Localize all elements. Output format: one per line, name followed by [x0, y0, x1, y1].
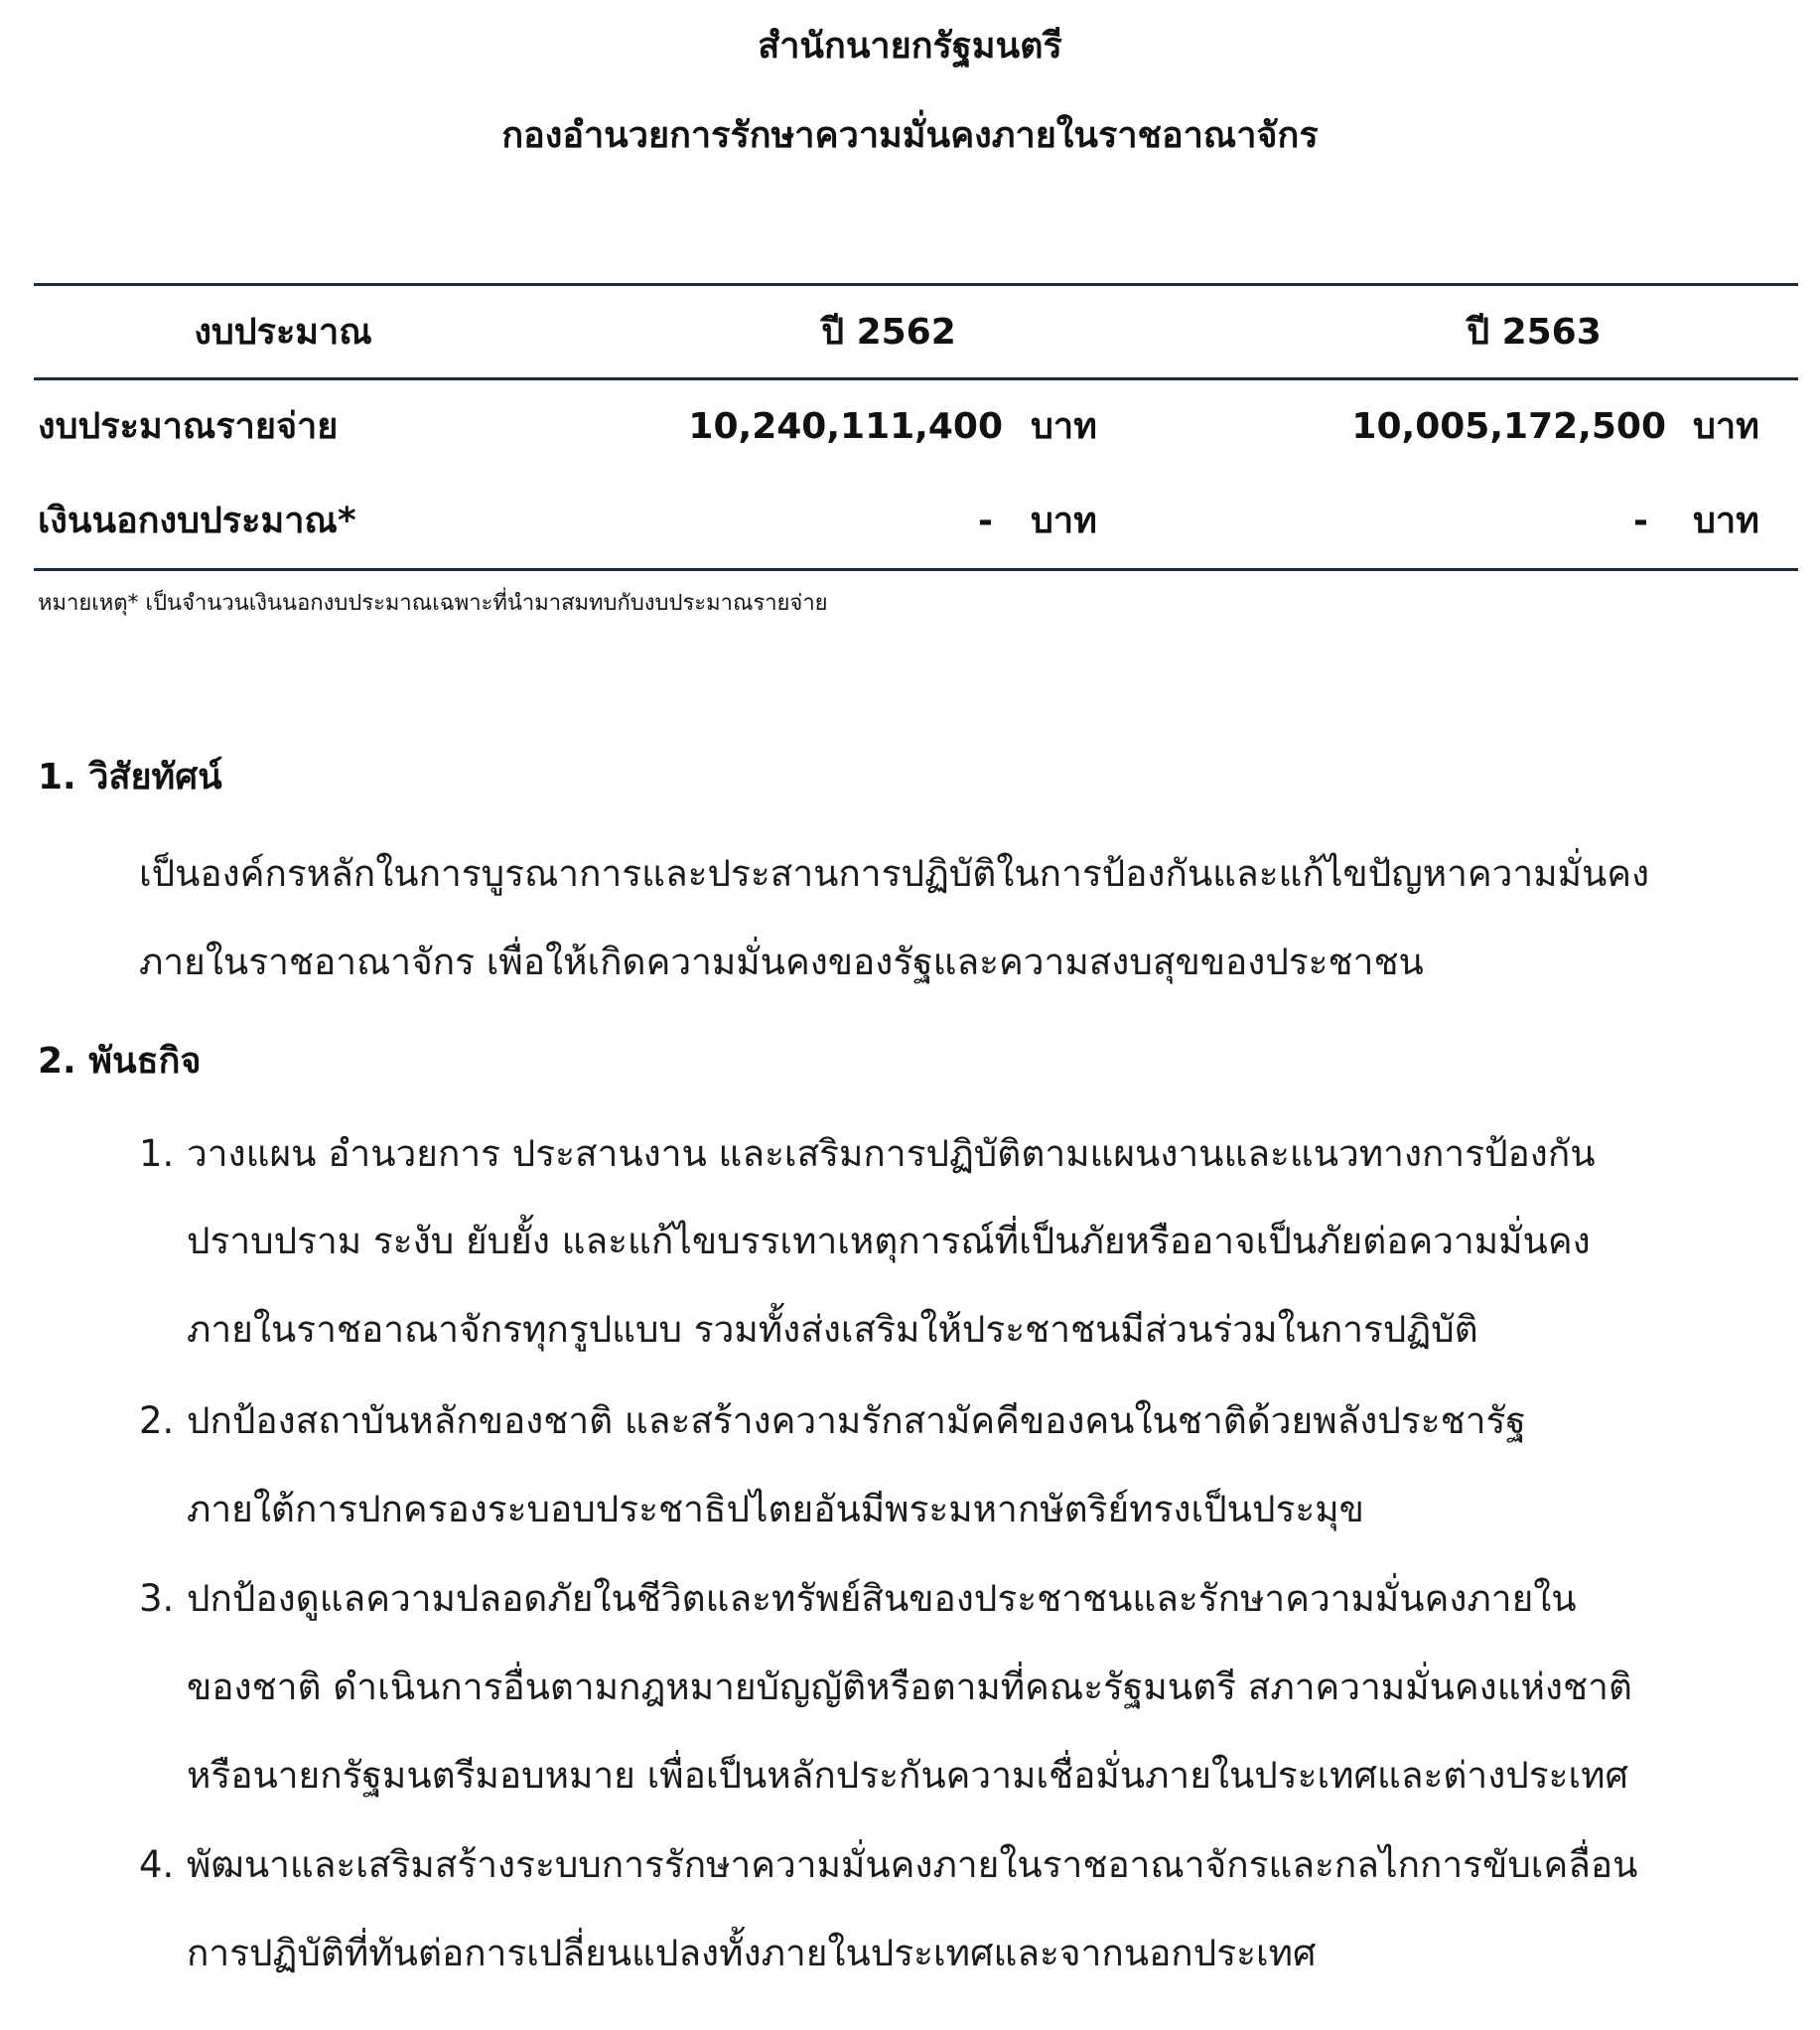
mission-item-line: ปราบปราม ระงับ ยับยั้ง และแก้ไขบรรเทาเหตุการณ์ที่เป็นภัยหรืออาจเป็นภัยต่อความมั่นคง — [187, 1220, 1591, 1262]
off-budget-2563-unit: บาท — [1693, 501, 1759, 541]
expenditure-2562-unit: บาท — [1031, 406, 1097, 447]
table-header-rule — [34, 377, 1798, 380]
mission-item-line: ปกป้องดูแลความปลอดภัยในชีวิตและทรัพย์สินของประชาชนและรักษาความมั่นคงภายใน — [187, 1577, 1577, 1620]
mission-item-line: ของชาติ ดำเนินการอื่นตามกฎหมายบัญญัติหรือตามที่คณะรัฐมนตรี สภาความมั่นคงแห่งชาติ — [187, 1666, 1632, 1708]
vision-text-line: เป็นองค์กรหลักในการบูรณาการและประสานการปฏิบัติในการป้องกันและแก้ไขปัญหาความมั่นคง — [139, 852, 1650, 895]
table-top-rule — [34, 283, 1798, 286]
off-budget-2562-unit: บาท — [1031, 501, 1097, 541]
expenditure-2563-unit: บาท — [1693, 406, 1759, 447]
mission-item-line: ภายใต้การปกครองระบอบประชาธิปไตยอันมีพระมหากษัตริย์ทรงเป็นประมุข — [187, 1488, 1364, 1530]
mission-item-number: 3. — [139, 1577, 175, 1620]
column-header-year-2562: ปี 2562 — [821, 312, 956, 353]
mission-item-line: พัฒนาและเสริมสร้างระบบการรักษาความมั่นคงภายในราชอาณาจักรและกลไกการขับเคลื่อน — [187, 1843, 1638, 1886]
mission-item-number: 1. — [139, 1132, 175, 1175]
expenditure-2563-value: 10,005,172,500 — [1351, 406, 1666, 447]
agency-title: กองอำนวยการรักษาความมั่นคงภายในราชอาณาจักร — [501, 115, 1319, 156]
row-label-off-budget: เงินนอกงบประมาณ* — [38, 501, 356, 541]
table-bottom-rule — [34, 568, 1798, 571]
mission-item-number: 4. — [139, 1843, 175, 1886]
column-header-year-2563: ปี 2563 — [1467, 312, 1602, 353]
office-title: สำนักนายกรัฐมนตรี — [758, 26, 1062, 67]
table-footnote: หมายเหตุ* เป็นจำนวนเงินนอกงบประมาณเฉพาะที่นำมาสมทบกับงบประมาณรายจ่าย — [38, 591, 828, 616]
mission-item-number: 2. — [139, 1399, 175, 1442]
off-budget-2562-value: - — [978, 501, 993, 541]
vision-text-line: ภายในราชอาณาจักร เพื่อให้เกิดความมั่นคงของรัฐและความสงบสุขของประชาชน — [139, 941, 1424, 983]
mission-item-line: การปฏิบัติที่ทันต่อการเปลี่ยนแปลงทั้งภายในประเทศและจากนอกประเทศ — [187, 1932, 1317, 1974]
column-header-budget: งบประมาณ — [194, 312, 372, 353]
mission-heading: 2. พันธกิจ — [38, 1041, 202, 1082]
mission-item-line: ภายในราชอาณาจักรทุกรูปแบบ รวมทั้งส่งเสริมให้ประชาชนมีส่วนร่วมในการปฏิบัติ — [187, 1308, 1478, 1351]
vision-heading: 1. วิสัยทัศน์ — [38, 757, 222, 798]
mission-item-line: ปกป้องสถาบันหลักของชาติ และสร้างความรักสามัคคีของคนในชาติด้วยพลังประชารัฐ — [187, 1399, 1526, 1442]
mission-item-line: วางแผน อำนวยการ ประสานงาน และเสริมการปฏิบัติตามแผนงานและแนวทางการป้องกัน — [187, 1132, 1596, 1175]
row-label-expenditure: งบประมาณรายจ่าย — [38, 406, 339, 447]
expenditure-2562-value: 10,240,111,400 — [688, 406, 1003, 447]
off-budget-2563-value: - — [1633, 501, 1648, 541]
mission-item-line: หรือนายกรัฐมนตรีมอบหมาย เพื่อเป็นหลักประกันความเชื่อมั่นภายในประเทศและต่างประเทศ — [187, 1754, 1629, 1797]
